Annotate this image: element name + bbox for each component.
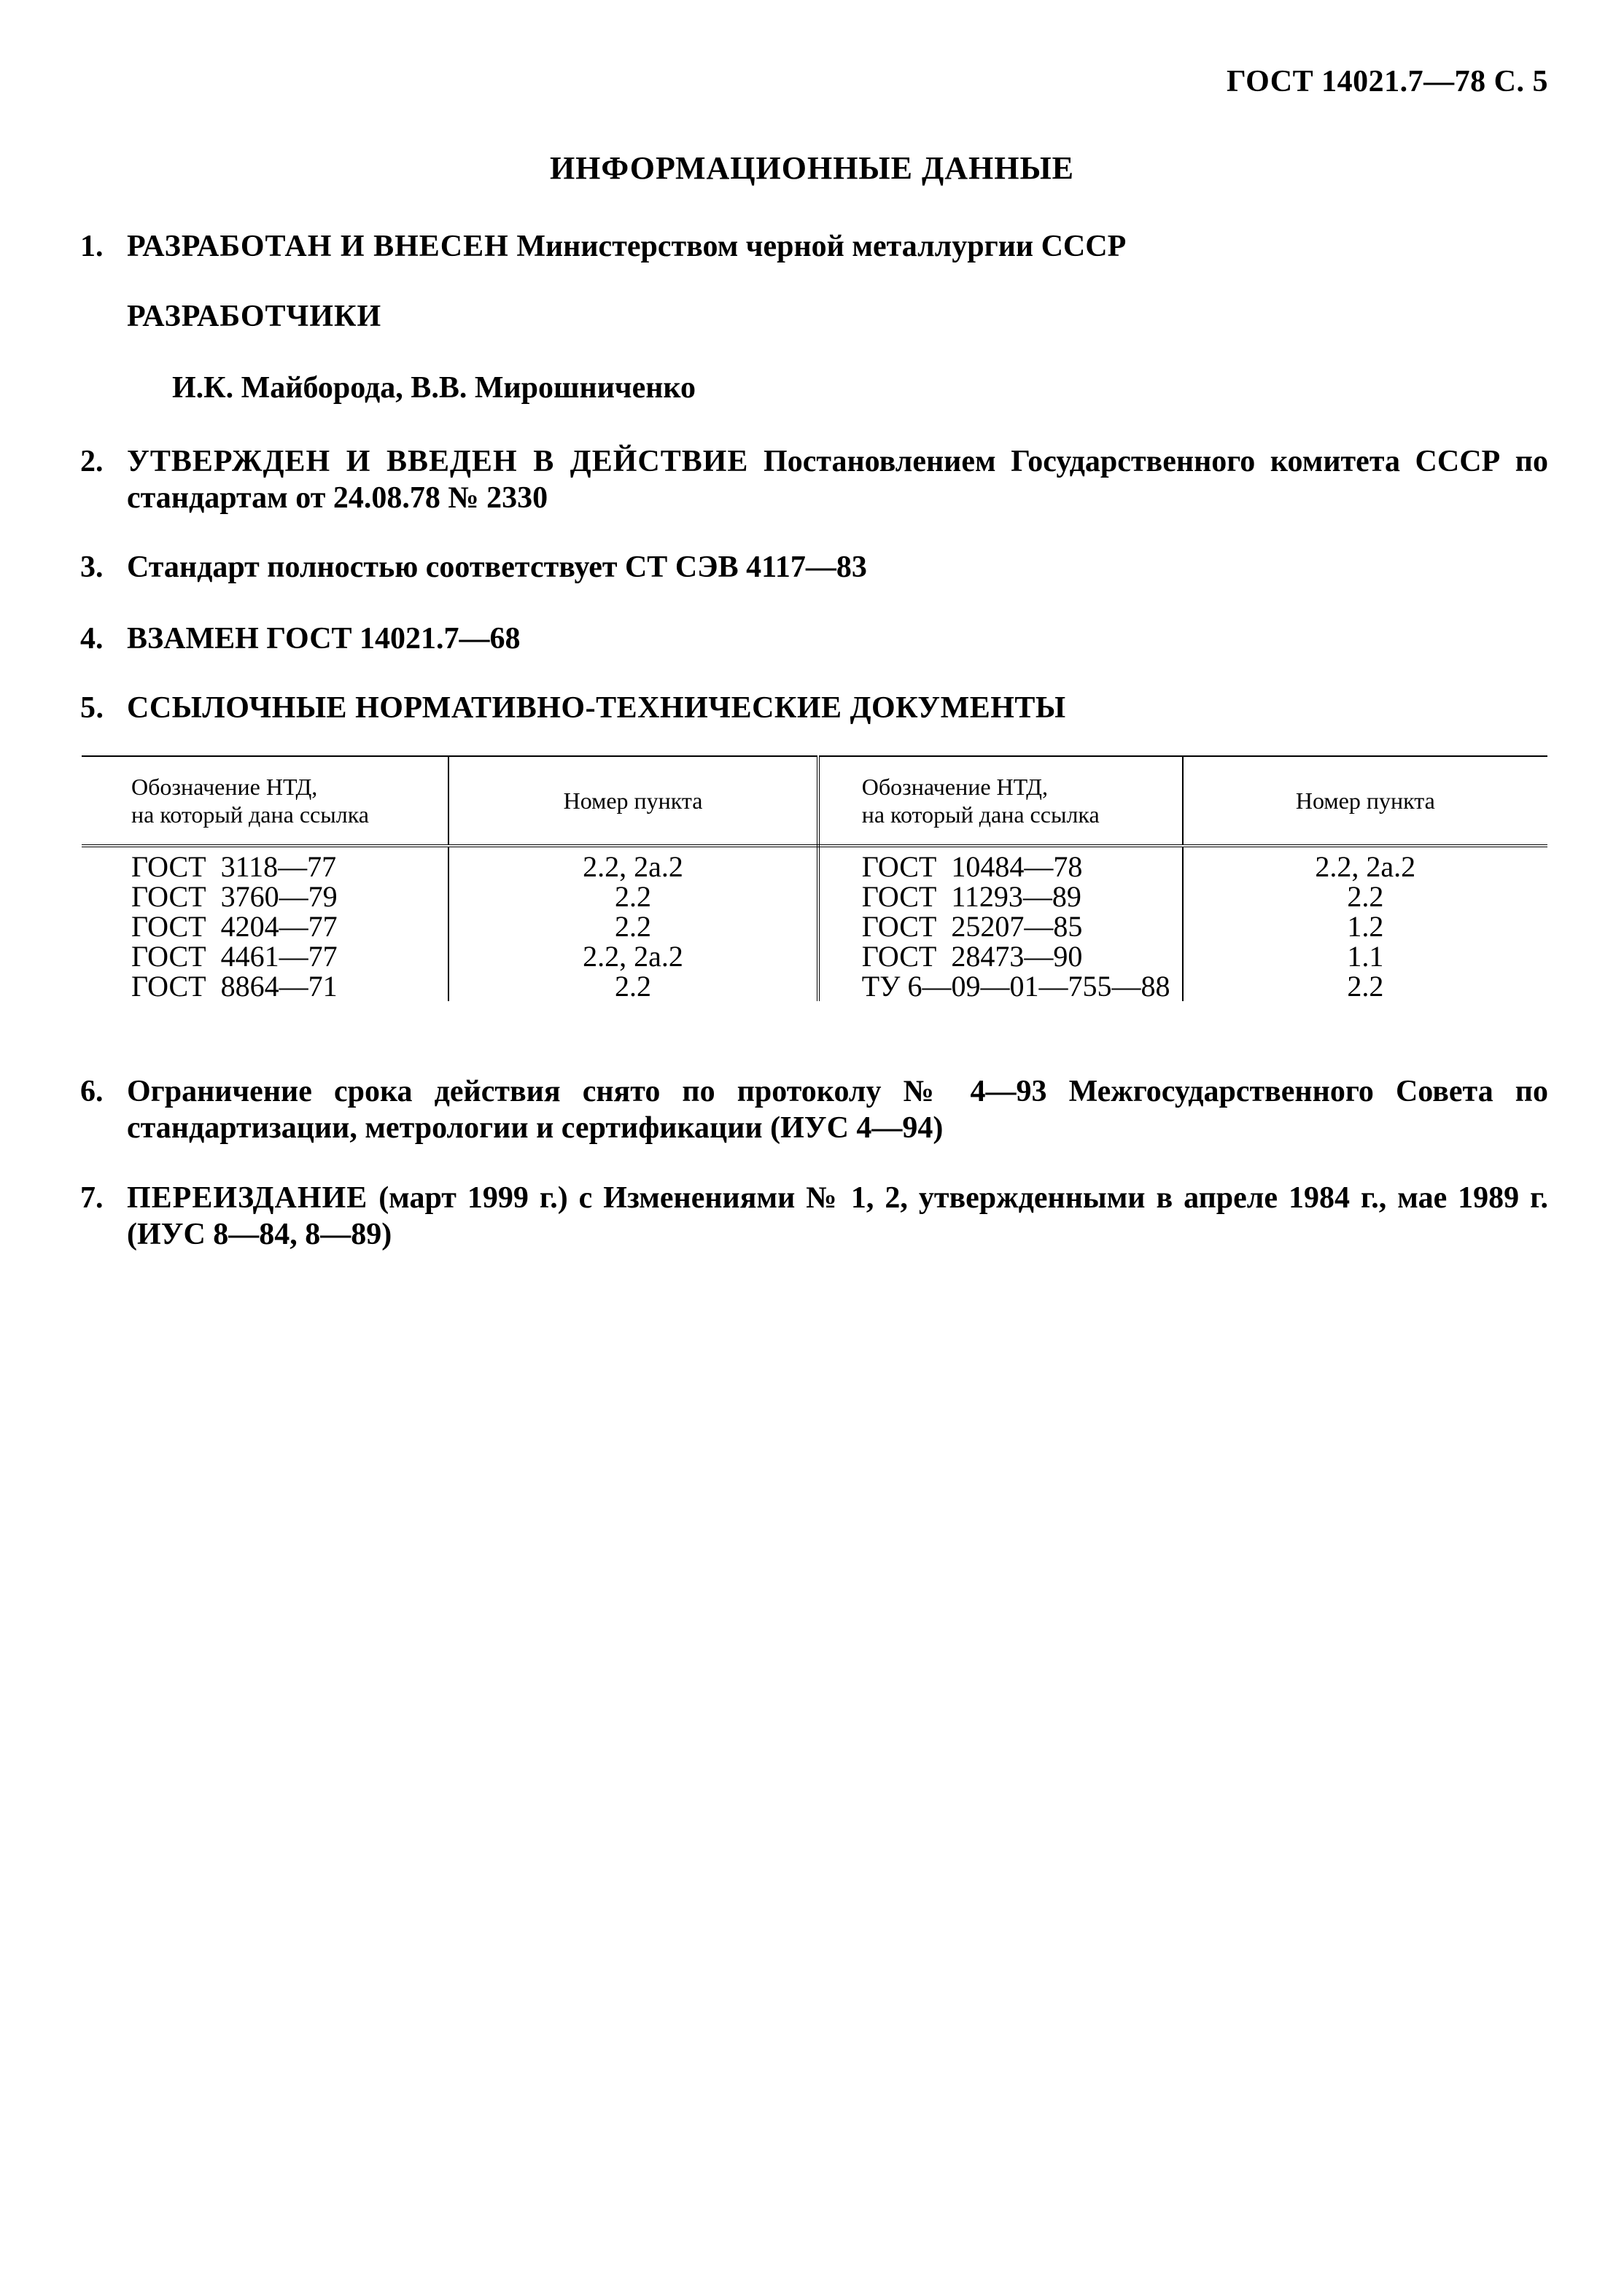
column-header: Обозначение НТД, на который дана ссылка	[82, 756, 448, 846]
item-4	[80, 621, 1548, 657]
table-header-row	[82, 756, 1547, 846]
table-row	[82, 846, 1547, 882]
table-row	[82, 911, 1547, 941]
item-number: 7.	[80, 1181, 104, 1215]
table-cell: ГОСТ 3760—79	[82, 882, 448, 911]
item-7	[80, 1180, 1548, 1253]
table-cell: 1.1	[1347, 940, 1384, 973]
table-cell: ГОСТ 10484—78	[818, 846, 1183, 882]
table-cell: 2.2	[1347, 880, 1384, 913]
table-cell: ГОСТ 28473—90	[818, 941, 1183, 971]
table-cell: 2.2	[1347, 970, 1384, 1003]
column-header: Номер пункта	[448, 756, 817, 846]
table-cell: ГОСТ 8864—71	[82, 971, 448, 1001]
item-caps: ПЕРЕИЗДАНИЕ	[127, 1181, 368, 1215]
item-1	[80, 228, 1548, 265]
table-cell: 2.2	[448, 882, 817, 911]
item-text: Стандарт полностью соответствует СТ СЭВ 4117—83	[127, 551, 867, 584]
item-3	[80, 549, 1548, 586]
item-number: 2.	[80, 445, 104, 478]
page-title: ИНФОРМАЦИОННЫЕ ДАННЫЕ	[549, 150, 1075, 186]
item-number: 1.	[80, 230, 104, 263]
table-cell: ТУ 6—09—01—755—88	[818, 971, 1183, 1001]
item-caps: РАЗРАБОТАН И ВНЕСЕН	[127, 230, 509, 263]
table-cell: 2.2, 2а.2	[448, 846, 817, 882]
item-number: 5.	[80, 691, 104, 725]
item-text: Постановлением Государственного комитета СССР по стандартам от 24.08.78 № 2330	[127, 445, 1548, 515]
item-caps: УТВЕРЖДЕН И ВВЕДЕН В ДЕЙСТВИЕ	[127, 445, 749, 478]
item-6	[80, 1073, 1548, 1146]
table-cell: ГОСТ 4461—77	[82, 941, 448, 971]
running-header: ГОСТ 14021.7—78 С. 5	[1226, 65, 1548, 98]
table-row	[82, 971, 1547, 1001]
table-row	[82, 941, 1547, 971]
item-number: 3.	[80, 551, 104, 584]
developers-heading: РАЗРАБОТЧИКИ	[127, 300, 382, 333]
item-text: Министерством черной металлургии СССР	[508, 230, 1127, 263]
table-cell: 2.2	[448, 911, 817, 941]
column-header: Номер пункта	[1183, 756, 1547, 846]
references-table	[82, 755, 1547, 1001]
item-5	[80, 690, 1548, 726]
item-number: 4.	[80, 622, 104, 656]
table-cell: ГОСТ 3118—77	[82, 846, 448, 882]
item-text: ССЫЛОЧНЫЕ НОРМАТИВНО-ТЕХНИЧЕСКИЕ ДОКУМЕНТЫ	[127, 691, 1066, 725]
table-cell: ГОСТ 25207—85	[818, 911, 1183, 941]
item-text: (март 1999 г.) с Изменениями № 1, 2, утвержденными в апреле 1984 г., мае 1989 г. (ИУС 8—84, 8—89)	[127, 1181, 1548, 1251]
item-text: ВЗАМЕН ГОСТ 14021.7—68	[127, 622, 521, 656]
table-cell: ГОСТ 11293—89	[818, 882, 1183, 911]
table-cell: 2.2, 2а.2	[448, 941, 817, 971]
table-cell: 2.2	[448, 971, 817, 1001]
item-text: Ограничение срока действия снято по протоколу № 4—93 Межгосударственного Совета по стандартизации, метрологии и сертификации (ИУС 4—94)	[127, 1075, 1548, 1145]
table-cell: ГОСТ 4204—77	[82, 911, 448, 941]
table-cell: 2.2, 2а.2	[1315, 850, 1416, 883]
item-2	[80, 443, 1548, 516]
developers-names: И.К. Майборода, В.В. Мирошниченко	[172, 371, 696, 405]
item-number: 6.	[80, 1075, 104, 1108]
column-header: Обозначение НТД, на который дана ссылка	[818, 756, 1183, 846]
table-cell: 1.2	[1347, 910, 1384, 943]
table-row	[82, 882, 1547, 911]
